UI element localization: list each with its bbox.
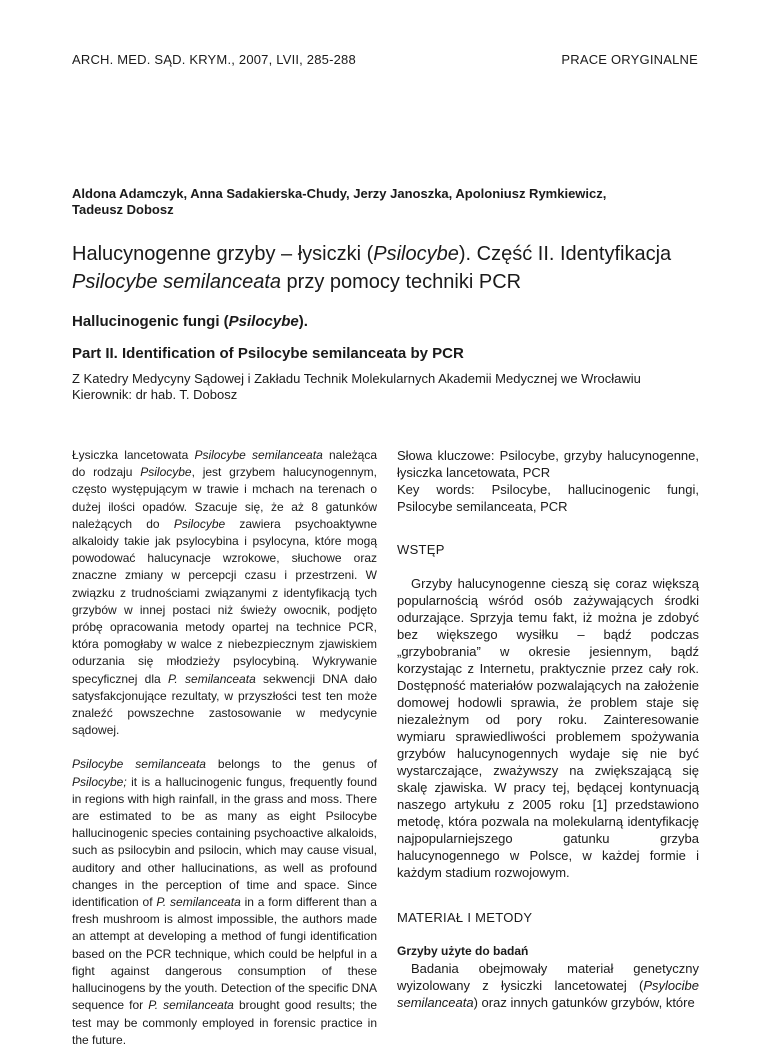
affiliation-line-1: Z Katedry Medycyny Sądowej i Zakładu Technik Molekularnych Akademii Medycznej we Wrocławiu [72, 371, 641, 386]
title-pl-part-1: Halucynogenne grzyby – łysiczki ( [72, 243, 374, 265]
authors-line-2: Tadeusz Dobosz [72, 202, 174, 217]
title-polish [72, 240, 708, 296]
methods-heading: MATERIAŁ I METODY [397, 910, 533, 925]
abs-en-text-4: brought good results; the test may be commonly employed in forensic practice in the future. [72, 998, 377, 1047]
title-english [72, 306, 708, 370]
affiliation-line-2: Kierownik: dr hab. T. Dobosz [72, 387, 238, 402]
abs-pl-text-1: Łysiczka lancetowata [72, 448, 195, 462]
affiliation [72, 371, 708, 403]
abs-pl-text-5: sekwencji DNA dało satysfakcjonujące rezultaty, w przyszłości test ten może znaleźć powszechne zastosowanie w medycynie sądowej. [72, 671, 377, 738]
title-en-line-2: Part II. Identification of Psilocybe semilanceata by PCR [72, 345, 464, 362]
title-pl-italic-1: Psilocybe [373, 243, 459, 265]
abs-en-italic-1: Psilocybe semilanceata [72, 757, 206, 772]
methods-italic-1: Psylocibe semilanceata [397, 978, 699, 1010]
abs-pl-italic-1: Psilocybe semilanceata [194, 448, 323, 462]
methods-paragraph [397, 960, 699, 1011]
abs-pl-text-3: , jest grzybem halucynogennym, często występującym w trawie i mchach na terenach o dużej ilości opadów. Szacuje się, że aż 8 gatunków należących do [72, 465, 377, 531]
keywords-english: Key words: Psilocybe, hallucinogenic fungi, Psilocybe semilanceata, PCR [397, 482, 699, 514]
abstract-polish [72, 447, 377, 739]
intro-heading: WSTĘP [397, 542, 445, 557]
journal-reference: ARCH. MED. SĄD. KRYM., 2007, LVII, 285-288 [72, 52, 356, 67]
abs-pl-italic-2: Psilocybe [140, 465, 192, 480]
abs-pl-italic-4: P. semilanceata [167, 671, 256, 686]
abs-en-text-2: it is a hallucinogenic fungus, frequently found in regions with high rainfall, in the grass and moss. There are estimated to be as many as eight Psilocybe hallucinogenic species containing psychoactive alkaloids, such as psilocybin and psilocin, which may cause visual, auditory and other hallucinations, as well as profound changes in the perception of time and space. Since identification of [72, 774, 377, 910]
abs-pl-text-2: należąca do rodzaju [72, 448, 377, 480]
abstract-english [72, 756, 377, 1048]
authors [72, 186, 698, 218]
intro-paragraph: Grzyby halucynogenne cieszą się coraz większą popularnością wśród osób zażywających środki odurzające. Sprzyja temu fakt, iż można je zdobyć bez większego wysiłku – bądź podczas „grzybobrania” w okresie jesiennym, bądź korzystając z Internetu, praktycznie przez cały rok. Dostępność materiałów pozwalających na założenie domowej hodowli sprawia, że problem staje się niezależnym od pory roku. Zainteresowanie wymiaru sprawiedliwości problemem spożywania grzybów halucynogennych wydaje się nie być wystarczające, zważywszy na zwiększającą się skalę zjawiska. W pracy tej, będącej kontynuacją naszego artykułu z 2005 roku [1] przedstawiono metodę, która pozwala na molekularną identyfikację najpopularniejszego gatunku grzyba halucynogennego w Polsce, w każdej formie i każdym stadium rozwojowym. [397, 576, 699, 880]
methods-text-2: ) oraz innych gatunków grzybów, które [473, 995, 695, 1010]
body-column [397, 447, 699, 1011]
authors-line-1: Aldona Adamczyk, Anna Sadakierska-Chudy, Jerzy Janoszka, Apoloniusz Rymkiewicz, [72, 186, 607, 201]
title-en-line-1 [72, 306, 708, 338]
methods-text-1: Badania obejmowały materiał genetyczny wyizolowany z łysiczki lancetowatej ( [397, 961, 699, 993]
abs-en-italic-2: Psilocybe; [72, 774, 127, 789]
methods-subheading: Grzyby użyte do badań [397, 944, 529, 958]
abs-en-italic-4: P. semilanceata [148, 998, 234, 1013]
running-head [72, 52, 698, 67]
abs-pl-text-4: zawiera psychoaktywne alkaloidy takie jak psylocybina i psylocyna, które mogą powodować halucynacje wzrokowe, słuchowe oraz znaczne zmiany w percepcji czasu i przestrzeni. W związku z trudnościami związanymi z identyfikacją tych grzybów w innej postaci niż świeży owocnik, podjęto próbę opracowania metody opartej na technice PCR, która pomogłaby w walce z niebezpiecznym zjawiskiem odurzania się młodzieży psylocybiną. Wykrywanie specyficznej dla [72, 516, 377, 686]
title-pl-part-3: przy pomocy techniki PCR [281, 271, 522, 293]
abs-en-text-3: in a form different than a fresh mushroom is almost impossible, the authors made an attempt at developing a method of fungi identification based on the PCR technique, which could be helpful in a fight against dangerous consumption of these hallucinogens by the youth. Detection of the specific DNA sequence for [72, 895, 377, 1013]
abs-en-italic-3: P. semilanceata [156, 895, 241, 910]
title-en-text-a: Hallucinogenic fungi ( [72, 313, 229, 330]
abs-pl-italic-3: Psilocybe [173, 516, 226, 531]
title-pl-part-2: ). Część II. Identyfikacja [458, 243, 672, 265]
title-en-italic: Psilocybe [228, 313, 299, 330]
section-label: PRACE ORYGINALNE [561, 52, 698, 67]
title-en-text-b: ). [298, 313, 308, 330]
abstract-column [72, 447, 377, 1049]
abs-en-text-1: belongs to the genus of [205, 757, 377, 772]
title-pl-italic-2: Psilocybe semilanceata [72, 271, 281, 293]
keywords-polish: Słowa kluczowe: Psilocybe, grzyby halucynogenne, łysiczka lancetowata, PCR [397, 448, 699, 480]
